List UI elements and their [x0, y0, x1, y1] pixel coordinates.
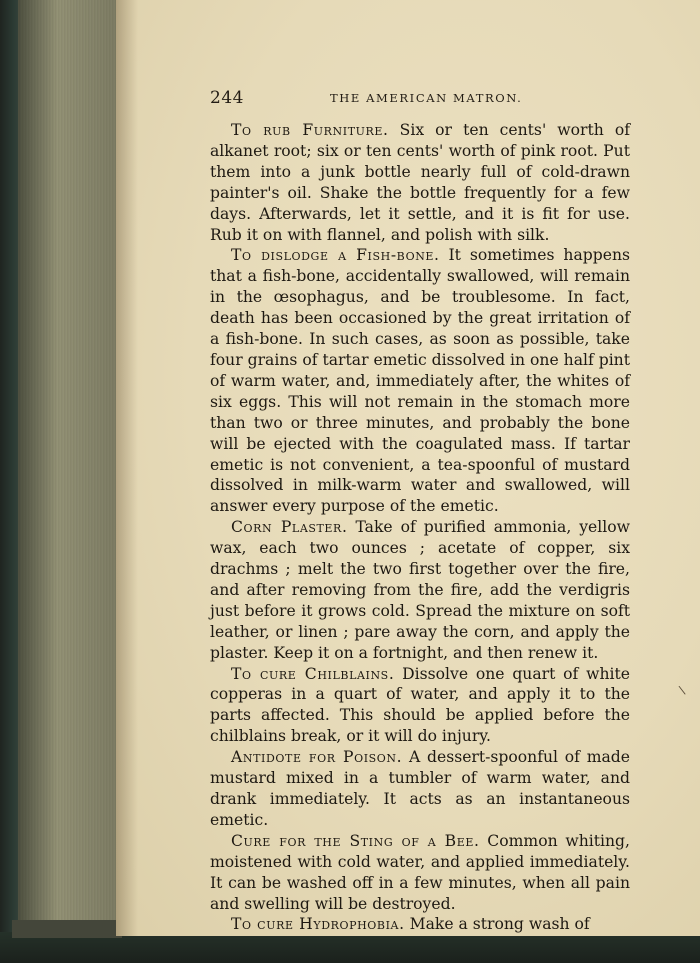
entry-body: It sometimes happens that a fish-bone, accidentally swallowed, will remain in the œsophagus, and be troublesome. In fact, death has been occasioned by the great irritation of a fish-bone. In such cases, as soon as possible, take four grains of tartar emetic dissolved in one half pint of warm water, and, immediately after, the whites of six eggs. This will not remain in the stomach more than two or three minutes, and probably the bone will be ejected with the coagulated mass. If tartar emetic is not convenient, a tea-spoonful of mustard dissolved in milk-warm water and swallowed, will answer every purpose of the emetic.	[210, 246, 630, 516]
entry-dislodge-fish-bone	[210, 245, 630, 517]
entry-body: Take of purified ammonia, yellow wax, each two ounces ; acetate of copper, six drachms ; melt the two first together over the fire, and after removing from the fire, add the verdigris just before it grows cold. Spread the mixture on soft leather, or linen ; pare away the corn, and apply the plaster. Keep it on a fortnight, and then renew it.	[210, 518, 630, 662]
entry-body: Common whiting, moistened with cold water, and applied immediately. It can be washed off in a few minutes, when all pain and swelling will be destroyed.	[210, 831, 630, 913]
entry-body: A dessert-spoonful of made mustard mixed in a tumbler of warm water, and drank immediately. It acts as an instantaneous emetic.	[210, 748, 630, 829]
entry-cure-hydrophobia	[210, 914, 630, 935]
entry-body: Six or ten cents' worth of alkanet root; six or ten cents' worth of pink root. Put them into a junk bottle nearly full of cold-drawn painter's oil. Shake the bottle frequently for a few days. Afterwards, let it settle, and it is fit for use. Rub it on with flannel, and polish with silk.	[210, 121, 630, 244]
entry-heading: To rub Furniture.	[231, 121, 389, 139]
entry-body: Dissolve one quart of white copperas in a quart of water, and apply it to the parts affected. This should be applied before the chilblains break, or it will do injury.	[210, 664, 630, 746]
entry-heading: Antidote for Poison.	[231, 748, 403, 767]
entry-heading: To cure Hydrophobia.	[231, 915, 405, 934]
entry-heading: To cure Chilblains.	[231, 664, 395, 683]
entry-heading: Cure for the Sting of a Bee.	[231, 831, 480, 850]
entry-cure-chilblains	[210, 664, 630, 748]
running-title: THE AMERICAN MATRON.	[330, 91, 523, 105]
book-bottom-lip	[12, 920, 122, 938]
entry-body: Make a strong wash of	[404, 915, 590, 934]
entry-heading: To dislodge a Fish-bone.	[231, 246, 440, 265]
running-head	[210, 88, 630, 110]
page-number: 244	[210, 88, 244, 108]
entry-bee-sting	[210, 831, 630, 915]
page-gutter-shadow	[116, 0, 138, 936]
page-block-shadow	[18, 0, 116, 935]
stray-ink-mark: \	[677, 682, 687, 698]
text-block	[210, 120, 630, 935]
entry-corn-plaster	[210, 517, 630, 663]
entry-antidote-poison	[210, 747, 630, 831]
entry-rub-furniture	[210, 120, 630, 245]
entry-heading: Corn Plaster.	[231, 518, 348, 537]
